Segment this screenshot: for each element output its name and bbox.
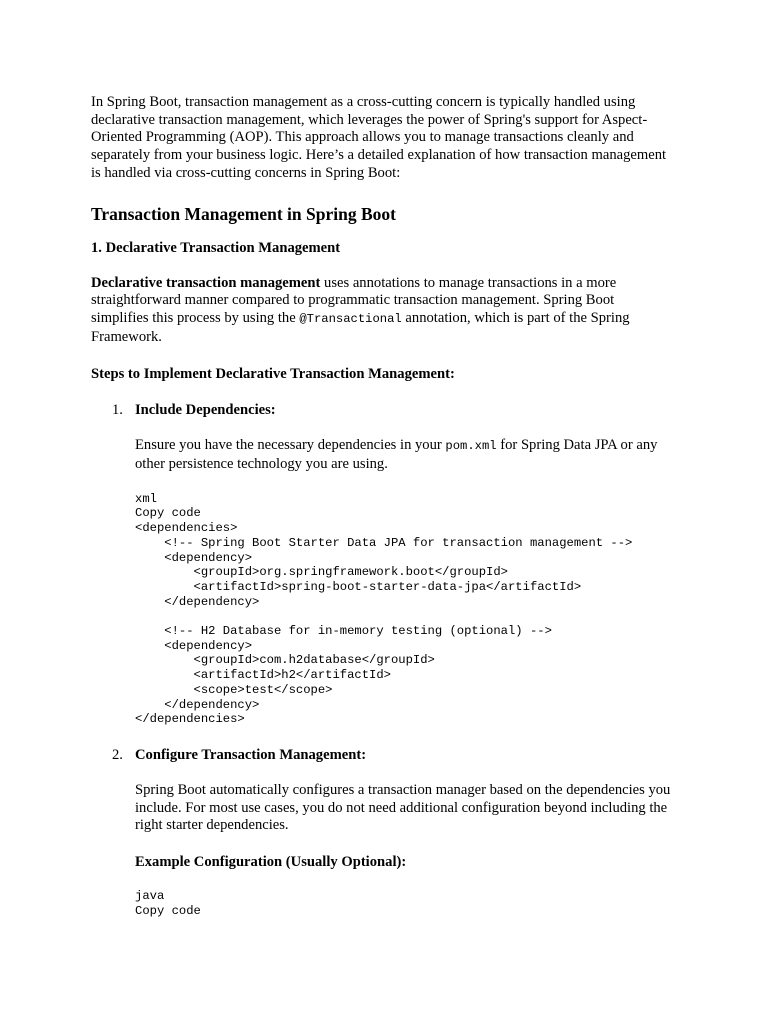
step-1-number: 1. xyxy=(112,402,123,419)
subsection-title: 1. Declarative Transaction Management xyxy=(91,239,341,256)
code-language-label: java xyxy=(135,889,165,904)
pom-xml-inline-code: pom.xml xyxy=(445,439,497,454)
step-1-title: Include Dependencies: xyxy=(135,402,276,419)
step-2-number: 2. xyxy=(112,746,123,763)
step-2-paragraph: Spring Boot automatically configures a transaction manager based on the dependencies you include. For most use cases, you do not need additional configuration beyond including the right starter dependencies. xyxy=(135,781,671,834)
step-2 xyxy=(91,746,672,919)
xml-code-content: <dependencies> <!-- Spring Boot Starter Data JPA for transaction management --> <dependency> <groupId>org.springframework.boot</groupId> <artifactId>spring-boot-starter-data-jpa</artifactId> </dependency> <!-- H2 Database for in-memory testing (optional) --> <dependency> <groupId>com.h2database</groupId> <artifactId>h2</artifactId> <scope>test</scope> </dependency> </dependencies> xyxy=(135,521,633,727)
example-heading: Example Configuration (Usually Optional): xyxy=(135,854,407,871)
step-1 xyxy=(91,401,672,727)
declarative-bold-lead: Declarative transaction management xyxy=(91,274,321,291)
declarative-text-2: annotation, which is part of the Spring Framework. xyxy=(91,309,630,345)
java-code-block xyxy=(135,889,672,918)
copy-code-button[interactable]: Copy code xyxy=(135,903,201,918)
declarative-paragraph xyxy=(91,275,672,347)
step-2-title: Configure Transaction Management: xyxy=(135,746,367,763)
step-1-paragraph xyxy=(135,437,672,473)
declarative-text-1: uses annotations to manage transactions in a more straightforward manner compared to programmatic transaction management. Spring Boot simplifies this process by using the xyxy=(91,274,617,326)
code-language-label: xml xyxy=(135,491,157,506)
section-title: Transaction Management in Spring Boot xyxy=(91,203,396,224)
steps-heading: Steps to Implement Declarative Transaction Management: xyxy=(91,366,455,383)
transactional-inline-code: @Transactional xyxy=(299,311,402,326)
copy-code-button[interactable]: Copy code xyxy=(135,506,201,521)
xml-code-block xyxy=(135,492,672,727)
step-1-text-1: Ensure you have the necessary dependencies in your xyxy=(135,437,446,454)
step-1-text-2: for Spring Data JPA or any other persistence technology you are using. xyxy=(135,437,658,473)
intro-paragraph: In Spring Boot, transaction management as a cross-cutting concern is typically handled using declarative transaction management, which leverages the power of Spring's support for Aspect-Oriented Programming (AOP). This approach allows you to manage transactions cleanly and separately from your business logic. Here’s a detailed explanation of how transaction management is handled via cross-cutting concerns in Spring Boot: xyxy=(91,94,667,181)
